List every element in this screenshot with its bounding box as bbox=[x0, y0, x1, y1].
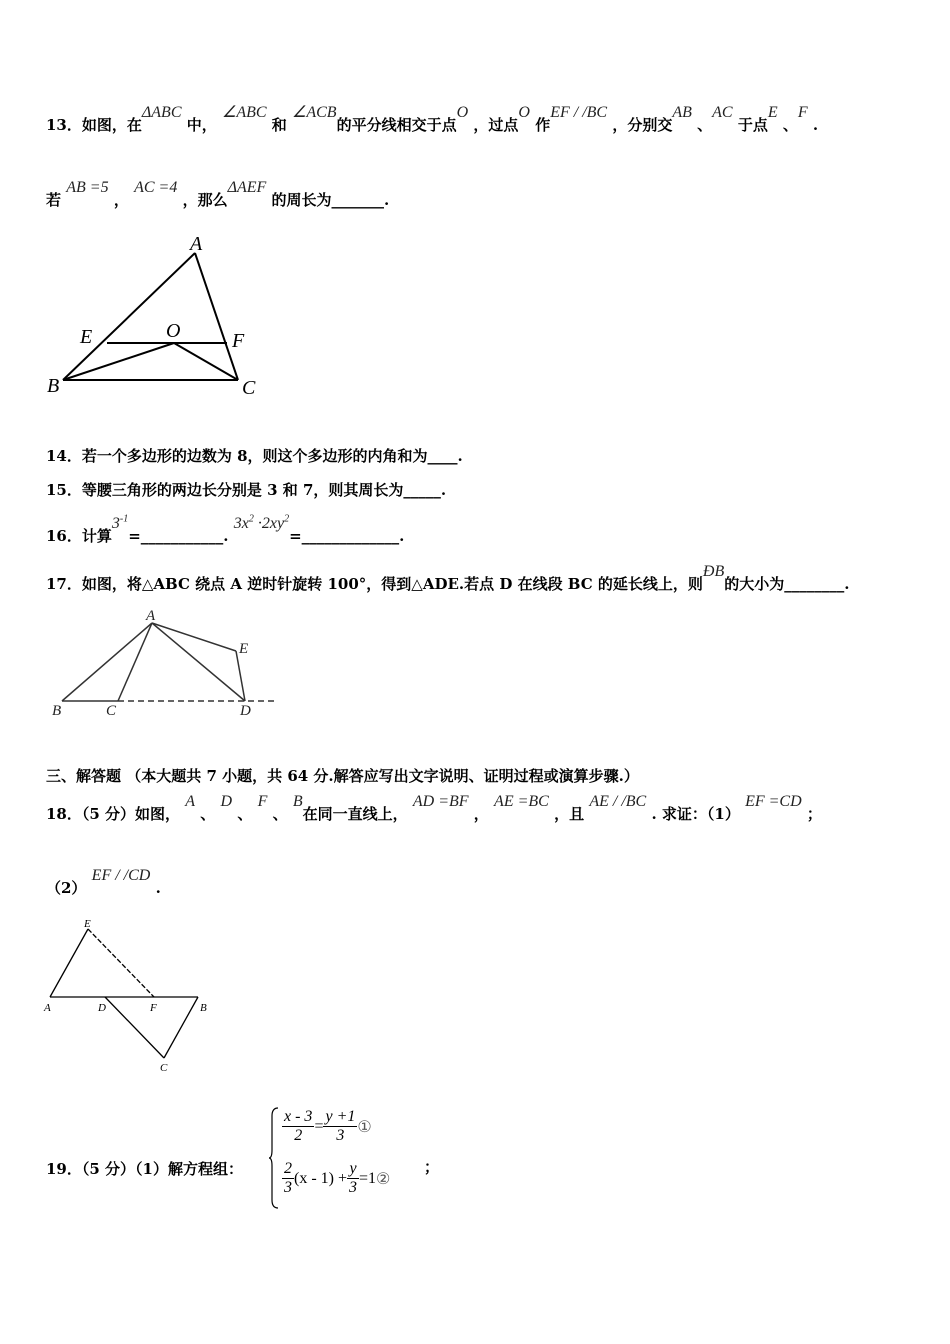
math-angle-acb: ∠ACB bbox=[292, 104, 337, 121]
q19 bbox=[46, 1158, 243, 1179]
label-b: B bbox=[52, 703, 62, 719]
label-d: D bbox=[98, 1002, 106, 1014]
q16-text: =___________ bbox=[128, 527, 224, 545]
label-c: C bbox=[106, 703, 117, 719]
label-c: C bbox=[160, 1062, 168, 1074]
math-ab: AB bbox=[672, 104, 692, 121]
q13-text: 13．如图，在 bbox=[46, 116, 142, 134]
math-triangle-aef: ΔAEF bbox=[227, 179, 267, 196]
q13-text: . bbox=[812, 116, 819, 134]
math-f: F bbox=[797, 104, 808, 121]
math-o: O bbox=[518, 104, 530, 121]
math-d: D bbox=[220, 793, 233, 810]
q18-line1 bbox=[46, 793, 822, 824]
q18-text: 、 bbox=[272, 805, 288, 823]
math-triangle-abc: ΔABC bbox=[141, 104, 182, 121]
label-e: E bbox=[239, 641, 249, 657]
math-product: $3x^2 \cdot 2xy^2$ bbox=[233, 513, 290, 532]
math-3-inv: $3^{-1}$ bbox=[111, 513, 129, 532]
section-3-header: 三、解答题 （本大题共 7 小题，共 64 分.解答应写出文字说明、证明过程或演算步骤.） bbox=[46, 767, 639, 785]
q13-figure bbox=[40, 230, 280, 400]
q13-text: 、 bbox=[697, 116, 713, 134]
q18-text: 18．（5 分）如图， bbox=[46, 805, 181, 823]
math-b: B bbox=[292, 793, 303, 810]
math-ef-parallel-cd: EF / /CD bbox=[91, 867, 151, 884]
label-f: F bbox=[232, 330, 245, 352]
q13-text: 若 bbox=[46, 191, 62, 209]
q19-semicolon: ； bbox=[424, 1158, 440, 1176]
math-o: O bbox=[456, 104, 469, 121]
q18-text: 在同一直线上， bbox=[302, 805, 408, 823]
math-ae-eq-bc: AE =BC bbox=[494, 793, 549, 810]
math-ad-eq-bf: AD =BF bbox=[412, 793, 469, 810]
q18-text: . 求证：（1） bbox=[651, 805, 740, 823]
math-e: E bbox=[767, 104, 778, 121]
q13-text: 的周长为_______. bbox=[271, 191, 390, 209]
math-f: F bbox=[257, 793, 268, 810]
label-b: B bbox=[200, 1002, 207, 1014]
label-c: C bbox=[242, 377, 256, 399]
q18-text: （2） bbox=[46, 879, 87, 897]
q18-figure bbox=[40, 915, 225, 1075]
q17-figure bbox=[40, 605, 290, 720]
math-ac: AC bbox=[712, 104, 733, 121]
q19-equation-system bbox=[268, 1106, 438, 1210]
q13-line2 bbox=[46, 179, 390, 210]
math-ac-eq-4: AC =4 bbox=[134, 179, 178, 196]
math-ef-eq-cd: EF =CD bbox=[745, 793, 802, 810]
q18-text: 、 bbox=[200, 805, 216, 823]
q16-text: . bbox=[399, 527, 405, 545]
q17-text: 17．如图，将△ABC 绕点 A 逆时针旋转 100°，得到△ADE.若点 D 在线段 BC 的延长线上，则 bbox=[46, 575, 703, 593]
math-ef-parallel-bc: EF / /BC bbox=[550, 104, 608, 121]
label-a: A bbox=[190, 233, 203, 255]
q13-text: 的平分线相交于点 bbox=[336, 116, 457, 134]
q13-text: ，那么 bbox=[182, 191, 228, 209]
q13-text: ，过点 bbox=[473, 116, 519, 134]
label-d: D bbox=[240, 703, 251, 719]
q18-text: . bbox=[155, 879, 161, 897]
label-e: E bbox=[84, 918, 91, 930]
q16-text: . bbox=[223, 527, 229, 545]
q16-text: 16．计算 bbox=[46, 527, 112, 545]
brace-icon bbox=[268, 1106, 280, 1210]
label-a: A bbox=[44, 1002, 51, 1014]
q18-text: ； bbox=[806, 805, 822, 823]
q16-text: =_____________ bbox=[289, 527, 400, 545]
q13-text: 于点 bbox=[737, 116, 768, 134]
math-a: A bbox=[185, 793, 196, 810]
q18-text: ，且 bbox=[554, 805, 585, 823]
math-ae-parallel-bc: AE / /BC bbox=[589, 793, 647, 810]
q15: 15．等腰三角形的两边长分别是 3 和 7，则其周长为_____. bbox=[46, 481, 447, 499]
math-angle-b: ÐB bbox=[702, 563, 725, 580]
q17-text: 的大小为________. bbox=[724, 575, 850, 593]
label-f: F bbox=[150, 1002, 157, 1014]
q16 bbox=[46, 513, 405, 546]
q13-text: ，分别交 bbox=[612, 116, 673, 134]
q13-text: ， bbox=[113, 191, 129, 209]
label-a: A bbox=[146, 608, 156, 624]
label-b: B bbox=[47, 375, 60, 397]
math-angle-abc: ∠ABC bbox=[221, 104, 267, 121]
q13-text: 、 bbox=[782, 116, 798, 134]
q18-text: ， bbox=[473, 805, 489, 823]
equation-1: $\frac{x - 3}{2}$ = $\frac{y +1}{3}$ ① bbox=[284, 1108, 372, 1144]
q14: 14．若一个多边形的边数为 8，则这个多边形的内角和为____. bbox=[46, 447, 463, 465]
q13-text: 中， bbox=[186, 116, 217, 134]
math-ab-eq-5: AB =5 bbox=[66, 179, 109, 196]
equation-2: $\frac{2}{3}$ (x - 1) + $\frac{y}{3}$ =1② bbox=[284, 1160, 391, 1196]
q13-line1 bbox=[46, 104, 819, 135]
q19-text: 19．（5 分）（1）解方程组： bbox=[46, 1160, 243, 1178]
q17 bbox=[46, 563, 850, 594]
q18-text: 、 bbox=[237, 805, 253, 823]
label-o: O bbox=[166, 320, 181, 342]
q13-text: 和 bbox=[271, 116, 287, 134]
q18-line2 bbox=[46, 867, 161, 898]
q13-text: 作 bbox=[535, 116, 551, 134]
label-e: E bbox=[80, 326, 93, 348]
